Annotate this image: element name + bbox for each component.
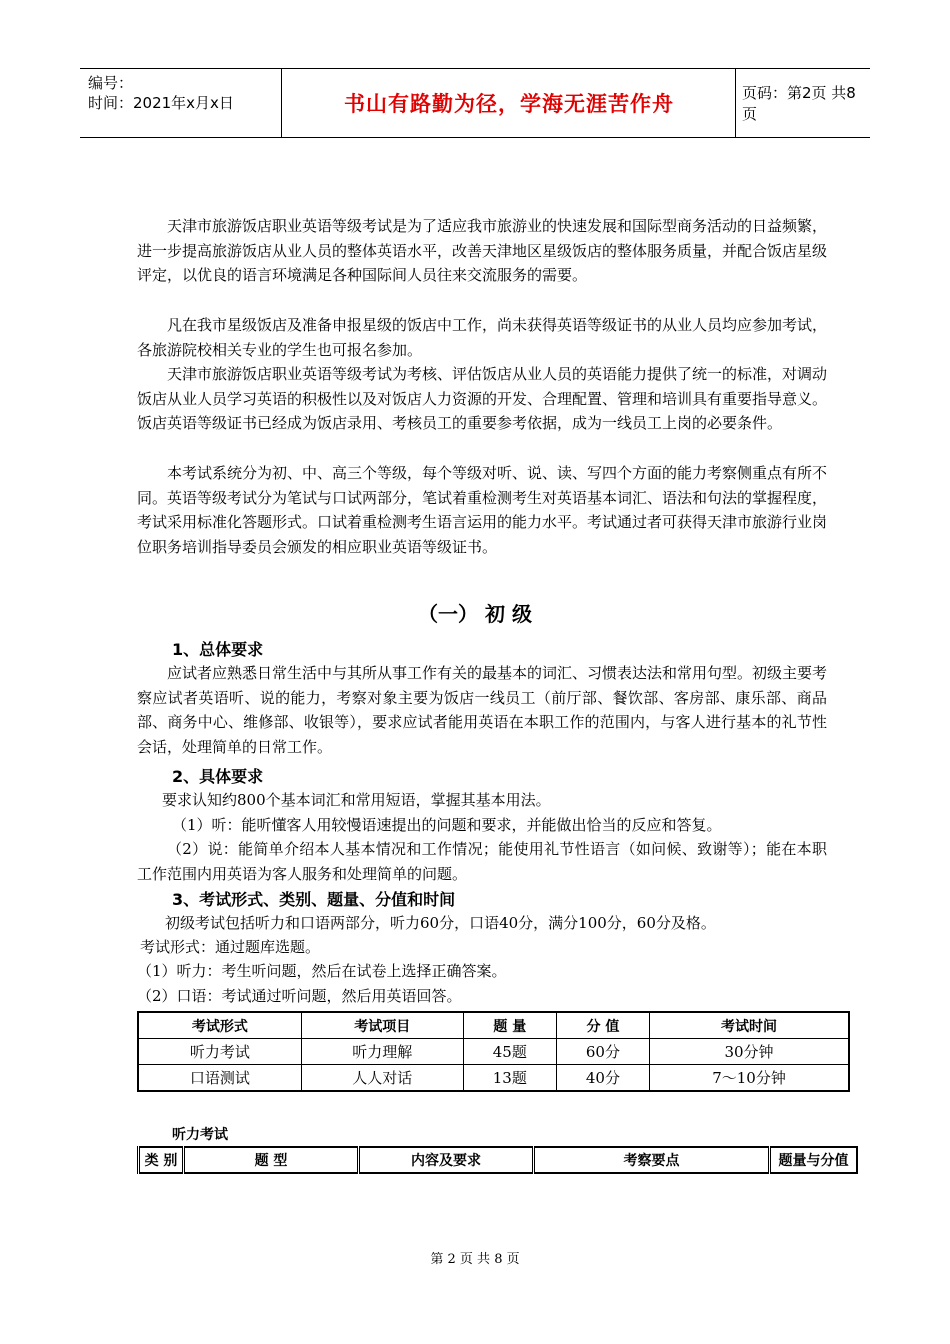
s3-line-3: （1）听力：考生听问题，然后在试卷上选择正确答案。 (137, 962, 507, 980)
table-row (138, 1065, 849, 1092)
intro-paragraph-1: 天津市旅游饭店职业英语等级考试是为了适应我市旅游业的快速发展和国际型商务活动的日益频繁，进一步提高旅游饭店从业人员的整体英语水平，改善天津地区星级饭店的整体服务质量，并配合饭店星级评定，以优良的语言环境满足各种国际间人员往来交流服务的需要。 (137, 217, 828, 284)
table-cell: 听力理解 (301, 1039, 463, 1065)
table-cell: 60分 (556, 1039, 649, 1065)
table-header-cell: 内容及要求 (359, 1147, 534, 1173)
section-title: （一） 初 级 (418, 602, 532, 626)
subsection-3-title: 3、考试形式、类别、题量、分值和时间 (172, 890, 456, 909)
header-motto: 书山有路勤为径，学海无涯苦作舟 (283, 69, 736, 137)
header-date: 时间：2021年x月x日 (88, 94, 234, 112)
intro-paragraph-3: 天津市旅游饭店职业英语等级考试为考核、评估饭店从业人员的英语能力提供了统一的标准，对调动饭店从业人员学习英语的积极性以及对饭店人力资源的开发、合理配置、管理和培训具有重要指导意义。饭店英语等级证书已经成为饭店录用、考核员工的重要参考依据，成为一线员工上岗的必要条件。 (137, 365, 828, 432)
header-page: 页码：第2页 共8页 (742, 84, 856, 123)
table-header-cell: 题量与分值 (770, 1147, 858, 1173)
subsection-2-title: 2、具体要求 (172, 767, 264, 786)
table-cell: 40分 (556, 1065, 649, 1092)
table-header-cell: 分 值 (556, 1012, 649, 1039)
table-cell: 口语测试 (138, 1065, 301, 1092)
subsection-1-text: 应试者应熟悉日常生活中与其所从事工作有关的最基本的词汇、习惯表达法和常用句型。初级主要考察应试者英语听、说的能力，考察对象主要为饭店一线员工（前厅部、餐饮部、客房部、康乐部、商品部、商务中心、维修部、收银等），要求应试者能用英语在本职工作的范围内，与客人进行基本的礼节性会话，处理简单的日常工作。 (137, 664, 828, 756)
table-cell: 30分钟 (650, 1039, 849, 1065)
table-header-row (139, 1147, 858, 1173)
table-header-row (138, 1012, 849, 1039)
table-cell: 人人对话 (301, 1065, 463, 1092)
table-header-cell: 考试时间 (650, 1012, 849, 1039)
page-footer: 第 2 页 共 8 页 (430, 1252, 520, 1267)
page-header (80, 68, 870, 138)
table-cell: 45题 (463, 1039, 556, 1065)
s2-line-3: （2）说：能简单介绍本人基本情况和工作情况；能使用礼节性语言（如问候、致谢等）；能在本职工作范围内用英语为客人服务和处理简单的问题。 (137, 840, 827, 883)
intro-paragraph-4: 本考试系统分为初、中、高三个等级，每个等级对听、说、读、写四个方面的能力考察侧重点有所不同。英语等级考试分为笔试与口试两部分，笔试着重检测考生对英语基本词汇、语法和句法的掌握程度，考试采用标准化答题形式。口试着重检测考生语言运用的能力水平。考试通过者可获得天津市旅游行业岗位职务培训指导委员会颁发的相应职业英语等级证书。 (137, 464, 828, 556)
table-header-cell: 题 量 (463, 1012, 556, 1039)
s3-line-4: （2）口语：考试通过听问题，然后用英语回答。 (137, 987, 462, 1005)
table-cell: 7～10分钟 (650, 1065, 849, 1092)
table-header-cell: 类 别 (139, 1147, 184, 1173)
table-header-cell: 考察要点 (534, 1147, 770, 1173)
table-cell: 13题 (463, 1065, 556, 1092)
intro-paragraph-2: 凡在我市星级饭店及准备申报星级的饭店中工作，尚未获得英语等级证书的从业人员均应参加考试，各旅游院校相关专业的学生也可报名参加。 (137, 316, 828, 359)
table-header-cell: 考试形式 (138, 1012, 301, 1039)
header-number: 编号： (88, 74, 134, 92)
table-row (138, 1039, 849, 1065)
s2-line-2: （1）听：能听懂客人用较慢语速提出的问题和要求，并能做出恰当的反应和答复。 (172, 816, 722, 834)
s2-line-1: 要求认知约800个基本词汇和常用短语，掌握其基本用法。 (162, 791, 551, 809)
exam-format-table (137, 1011, 850, 1092)
s3-line-1: 初级考试包括听力和口语两部分，听力60分，口语40分，满分100分，60分及格。 (165, 914, 716, 932)
s3-line-2: 考试形式：通过题库选题。 (140, 938, 321, 956)
table-header-cell: 题 型 (184, 1147, 359, 1173)
listening-table-label: 听力考试 (172, 1127, 228, 1143)
table-cell: 听力考试 (138, 1039, 301, 1065)
subsection-1-title: 1、总体要求 (172, 640, 264, 659)
listening-table (137, 1146, 858, 1174)
header-meta (80, 69, 282, 137)
table-header-cell: 考试项目 (301, 1012, 463, 1039)
